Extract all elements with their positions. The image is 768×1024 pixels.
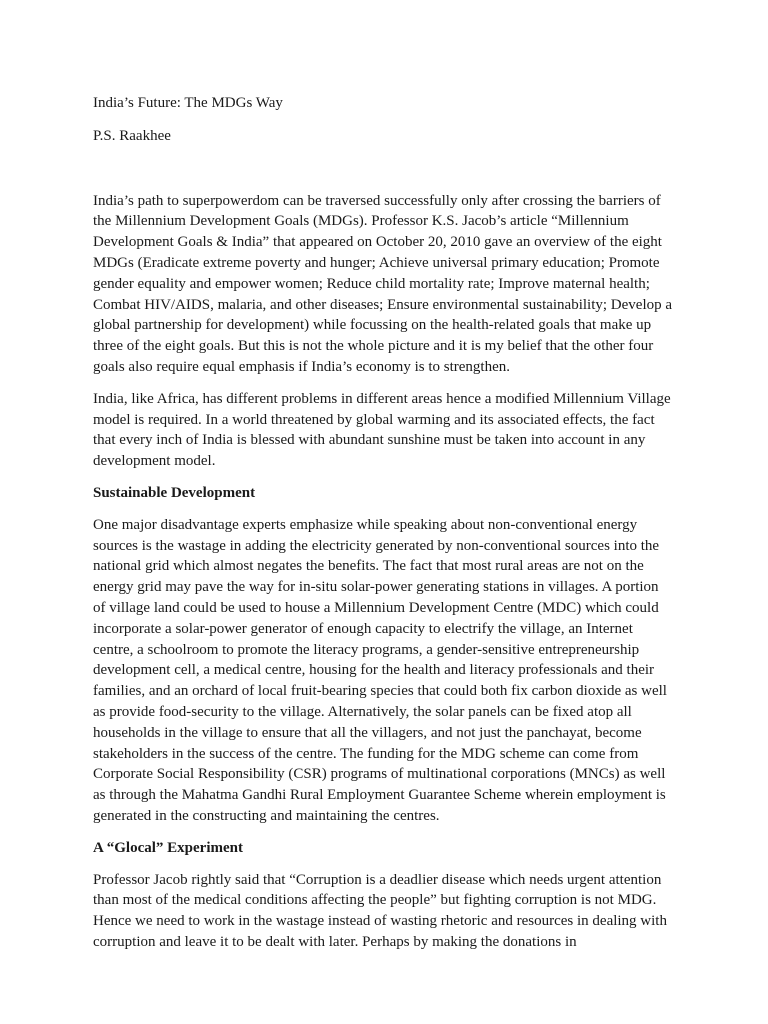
- paragraph-glocal-experiment: Professor Jacob rightly said that “Corruption is a deadlier disease which needs urgent attention than most of the medical conditions affecting the people” but fighting corruption is not MDG. Hence we need to work in the wastage instead of wasting rhetoric and resources in dealing with corruption and leave it to be dealt with later. Perhaps by making the donations in: [93, 871, 667, 950]
- section-heading-sustainable-development: Sustainable Development: [93, 484, 256, 501]
- document-body: [93, 93, 673, 964]
- paragraph-intro-1: India’s path to superpowerdom can be traversed successfully only after crossing the barriers of the Millennium Development Goals (MDGs). Professor K.S. Jacob’s article “Millennium Development Goals & India” that appeared on October 20, 2010 gave an overview of the eight MDGs (Eradicate extreme poverty and hunger; Achieve universal primary education; Promote gender equality and empower women; Reduce child mortality rate; Improve maternal health; Combat HIV/AIDS, malaria, and other diseases; Ensure environmental sustainability; Develop a global partnership for development) while focussing on the health-related goals that make up three of the eight goals. But this is not the whole picture and it is my belief that the other four goals also require equal emphasis if India’s economy is to strengthen.: [93, 192, 673, 375]
- document-author: P.S. Raakhee: [93, 127, 171, 144]
- document-title: India’s Future: The MDGs Way: [93, 95, 283, 111]
- section-heading-glocal-experiment: A “Glocal” Experiment: [93, 839, 243, 856]
- paragraph-intro-2: India, like Africa, has different problems in different areas hence a modified Millennium Village model is required. In a world threatened by global warming and its associated effects, the fact that every inch of India is blessed with abundant sunshine must be taken into account in any development model.: [93, 390, 671, 470]
- paragraph-sustainable-development: One major disadvantage experts emphasize while speaking about non-conventional energy sources is the wastage in adding the electricity generated by non-conventional sources into the national grid which almost negates the benefits. The fact that most rural areas are not on the energy grid may pave the way for in-situ solar-power generating stations in villages. A portion of village land could be used to house a Millennium Development Centre (MDC) which could incorporate a solar-power generator of enough capacity to electrify the village, an Internet centre, a schoolroom to promote the literacy programs, a gender-sensitive entrepreneurship development cell, a medical centre, housing for the health and literacy professionals and their families, and an orchard of local fruit-bearing species that could both fix carbon dioxide as well as provide food-security to the village. Alternatively, the solar panels can be fixed atop all households in the village to ensure that all the villagers, and not just the panchayat, become stakeholders in the success of the centre. The funding for the MDG scheme can come from Corporate Social Responsibility (CSR) programs of multinational corporations (MNCs) as well as through the Mahatma Gandhi Rural Employment Guarantee Scheme wherein employment is generated in the constructing and maintaining the centres.: [93, 516, 667, 824]
